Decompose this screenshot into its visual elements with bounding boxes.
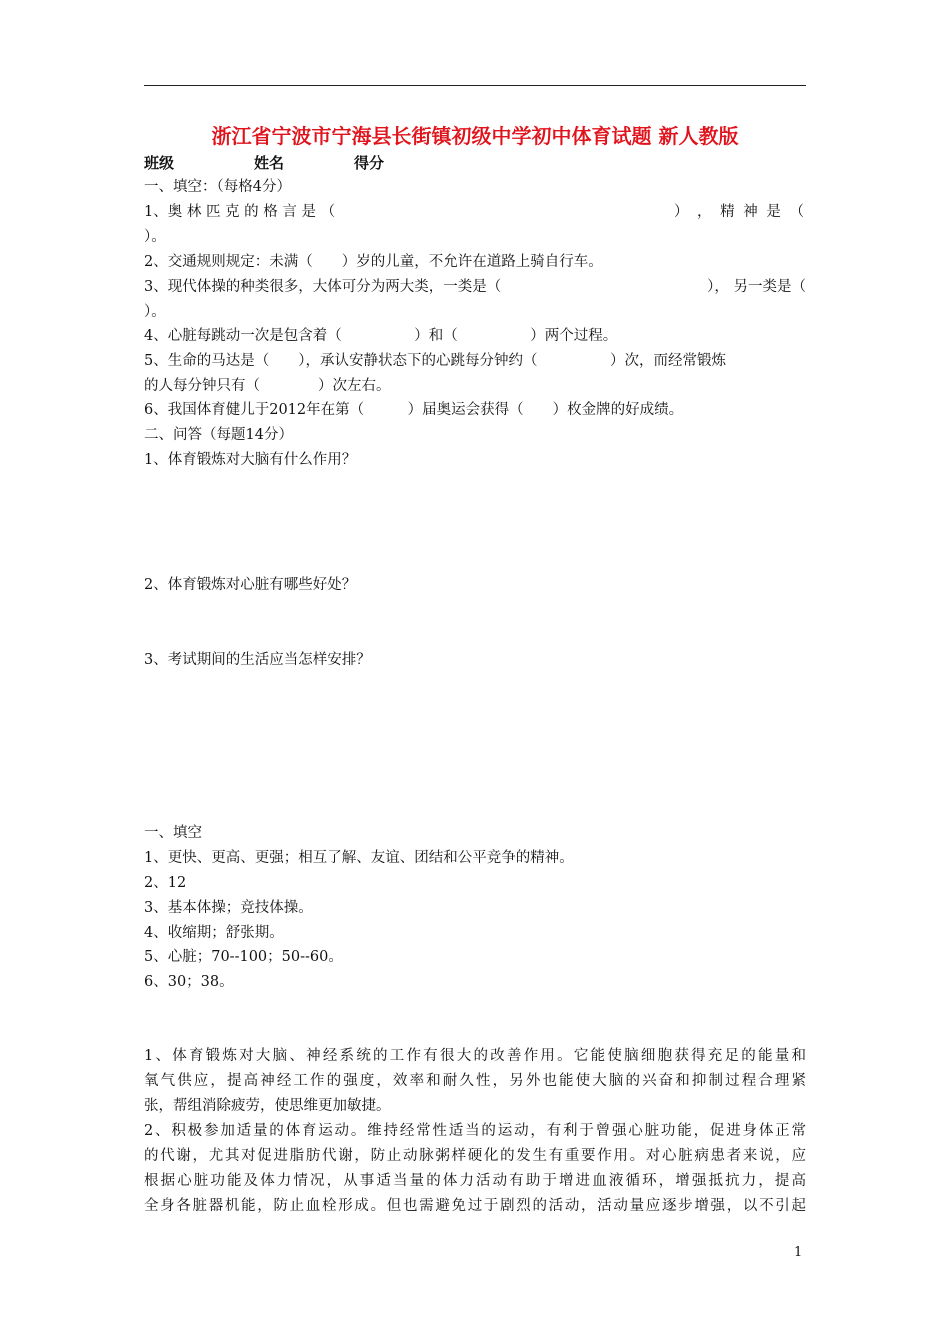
essay-question-1: 1、体育锻炼对大脑有什么作用？ bbox=[144, 452, 357, 468]
page-number: 1 bbox=[794, 1245, 803, 1260]
score-label: 得分 bbox=[354, 154, 385, 172]
document-title: 浙江省宁波市宁海县长街镇初级中学初中体育试题 新人教版 bbox=[211, 124, 739, 148]
answer-2: 2、12 bbox=[144, 875, 187, 891]
essay-answer-2-line3: 根据心脏功能及体力情况，从事适当量的体力活动有助于增进血液循环，增强抵抗力，提高 bbox=[144, 1173, 806, 1189]
answer-1: 1、更快、更高、更强；相互了解、友谊、团结和公平竞争的精神。 bbox=[144, 850, 574, 866]
answer-4: 4、收缩期；舒张期。 bbox=[144, 925, 284, 941]
question-3-line2: ）。 bbox=[144, 304, 166, 320]
class-label: 班级 bbox=[144, 154, 175, 172]
essay-answer-2-line4: 全身各脏器机能，防止血栓形成。但也需避免过于剧烈的活动，活动量应逐步增强，以不引起 bbox=[144, 1198, 806, 1214]
section2-heading: 二、问答（每题14分） bbox=[144, 427, 293, 443]
section1-heading: 一、填空：（每格4分） bbox=[144, 179, 291, 195]
question-5-line1: 5、生命的马达是（ ），承认安静状态下的心跳每分钟约（ ）次，而经常锻炼 bbox=[144, 353, 726, 369]
name-label: 姓名 bbox=[254, 154, 285, 172]
question-3-part-b: ）， 另一类是（ bbox=[707, 279, 806, 295]
question-2: 2、交通规则规定：未满（ ）岁的儿童，不允许在道路上骑自行车。 bbox=[144, 254, 603, 270]
essay-answer-2-line1: 2、积极参加适量的体育运动。维持经常性适当的运动，有利于曾强心脏功能，促进身体正常 bbox=[144, 1123, 806, 1139]
answer-5: 5、心脏；70--100；50--60。 bbox=[144, 949, 343, 965]
essay-answer-1-line1: 1、体育锻炼对大脑、神经系统的工作有很大的改善作用。它能使脑细胞获得充足的能量和 bbox=[144, 1048, 806, 1064]
question-1-part-b: ） ， 精 神 是 （ bbox=[673, 204, 806, 220]
question-4: 4、心脏每跳动一次是包含着（ ）和（ ）两个过程。 bbox=[144, 328, 618, 344]
essay-answer-1-line3: 张，帮组消除疲劳，使思维更加敏捷。 bbox=[144, 1098, 391, 1114]
essay-question-3: 3、考试期间的生活应当怎样安排？ bbox=[144, 652, 371, 668]
answer-3: 3、基本体操；竞技体操。 bbox=[144, 900, 313, 916]
answers1-heading: 一、填空 bbox=[144, 825, 202, 841]
question-3-part-a: 3、现代体操的种类很多，大体可分为两大类，一类是（ bbox=[144, 279, 502, 295]
answer-6: 6、30；38。 bbox=[144, 974, 234, 990]
question-6: 6、我国体育健儿于2012年在第（ ）届奥运会获得（ ）枚金牌的好成绩。 bbox=[144, 402, 684, 418]
essay-question-2: 2、体育锻炼对心脏有哪些好处？ bbox=[144, 577, 357, 593]
question-1-line2: ）。 bbox=[144, 229, 166, 245]
question-5-line2: 的人每分钟只有（ ）次左右。 bbox=[144, 378, 391, 394]
header-rule bbox=[144, 85, 806, 86]
essay-answer-1-line2: 氧气供应，提高神经工作的强度，效率和耐久性，另外也能使大脑的兴奋和抑制过程合理紧 bbox=[144, 1073, 806, 1089]
question-1-part-a: 1、奥 林 匹 克 的 格 言 是 （ bbox=[144, 204, 336, 220]
essay-answer-2-line2: 的代谢，尤其对促进脂肪代谢，防止动脉粥样硬化的发生有重要作用。对心脏病患者来说，应 bbox=[144, 1148, 806, 1164]
